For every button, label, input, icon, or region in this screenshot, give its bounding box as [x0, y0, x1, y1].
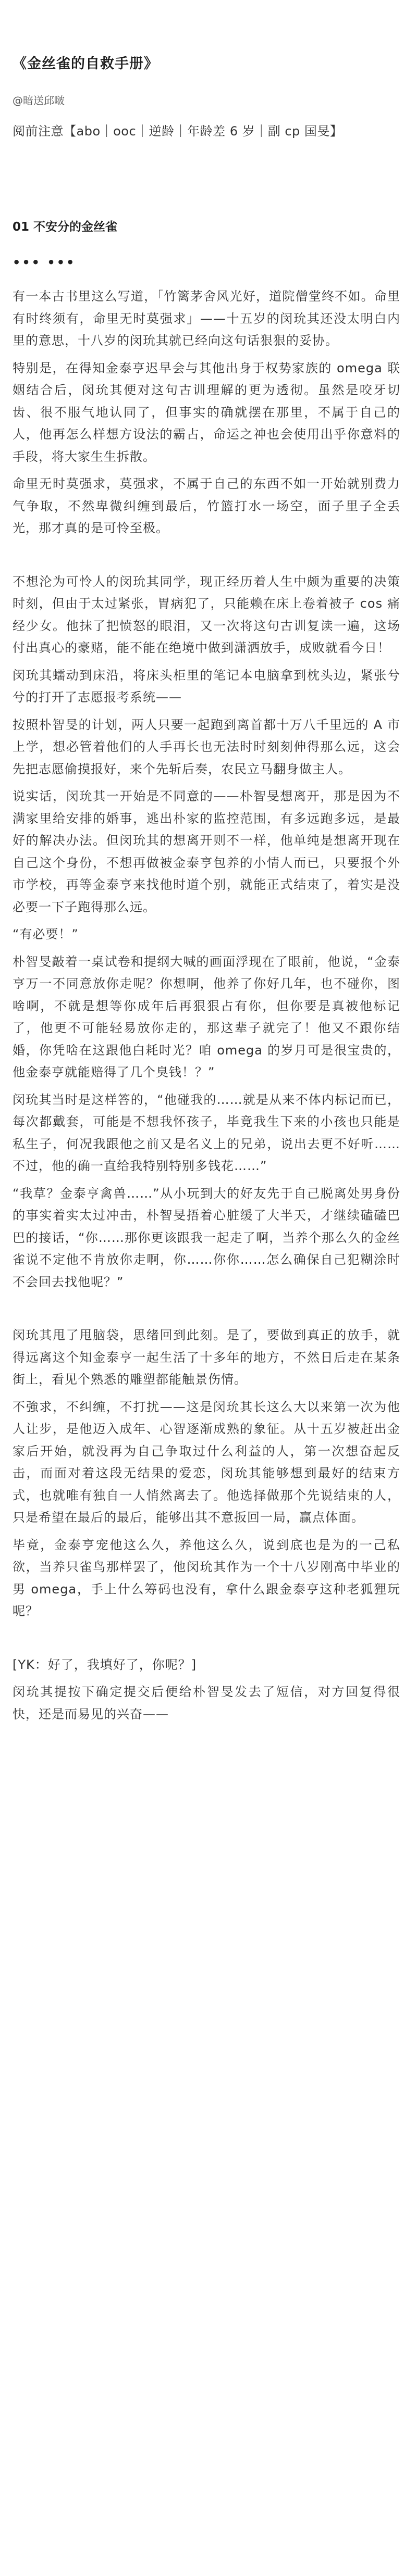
paragraph: 闵玧其提按下确定提交后便给朴智旻发去了短信，对方回复得很快，还是而易见的兴奋—— [13, 1685, 400, 1721]
paragraph: 按照朴智旻的计划，两人只要一起跑到离首都十万八千里远的 A 市上学，想必管着他们的人手再长也无法时时刻刻伸得那么远，这会先把志愿偷摸报好，来个先斩后奏，农民立马翻身做主人。 [13, 717, 400, 776]
paragraph: 不強求，不纠缠，不打扰——这是闵玧其长这么大以来第一次为他人让步，是他迈入成年、心智逐渐成熟的象征。从十五岁被赶出金家后开始，就没再为自己争取过什么利益的人，第一次想奋起反击，而面对着这段无结果的爱恋，闵玧其能够想到最好的结束方式，也就唯有独自一人悄然离去了。他选择做那个先说结束的人，只是希望在最后的最后，能够出其不意扳回一局，赢点体面。 [13, 1399, 400, 1525]
paragraph: 闵玧其蠕动到床沿，将床头柜里的笔记本电脑拿到枕头边，紧张兮兮的打开了志愿报考系统—— [13, 668, 400, 705]
paragraph: 闵玧其当时是这样答的，“他碰我的……就是从来不体内标记而已，每次都戴套，可能是不想我怀孩子，毕竟我生下来的小孩也只能是私生子，何况我跟他之前又是名义上的兄弟，说出去更不好听……不过，他的确一直给我特别特别多钱花……” [13, 1092, 400, 1173]
paragraph: 特别是，在得知金泰亨迟早会与其他出身于权势家族的 omega 联姻结合后，闵玧其便对这句古训理解的更为透彻。虽然是咬牙切齿、很不服气地认同了，但事实的确就摆在那里，不属于自己的人，他再怎么样想方设法的霸占，命运之神也会使用出乎你意料的手段，将大家生生拆散。 [13, 360, 400, 464]
paragraph: 有一本古书里这么写道，「竹篱茅舍风光好，道院僧堂终不如。命里有时终须有，命里无时莫强求」——十五岁的闵玧其还没太明白内里的意思，十八岁的闵玧其就已经向这句话狠狠的妥协。 [13, 289, 400, 348]
document-title: 《金丝雀的自救手册》 [13, 56, 158, 72]
paragraph: 朴智旻敲着一桌试卷和提纲大喊的画面浮现在了眼前，他说，“金泰亨万一不同意放你走呢？你想啊，他养了你好几年，也不碰你，图啥啊，不就是想等你成年后再狠狠占有你，但你要是真被他标记了，他更不可能轻易放你走的，那这辈子就完了！他又不跟你结婚，你凭啥在这跟他白耗时光？咱 omega 的岁月可是很宝贵的，他金泰亨就能赔得了几个臭钱！？” [13, 954, 400, 1079]
paragraph: 命里无时莫强求，莫强求，不属于自己的东西不如一开始就别费力气争取，不然卑微纠缠到最后，竹篮打水一场空，面子里子全丢光，那才真的是可怜至极。 [13, 476, 400, 535]
section-divider: ••• ••• [13, 255, 76, 270]
paragraph: “我草？金泰亨禽兽……”从小玩到大的好友先于自己脱离处男身份的事实着实太过冲击，朴智旻捂着心脏缓了大半天，才继续磕磕巴巴的接话，“你……那你更该跟我一起走了啊，当养个那么久的金丝雀说不定他不肯放你走啊，你……你你……怎么确保自己犯糊涂时不会回去找他呢？” [13, 1186, 400, 1289]
author-handle: @暗送邱啵 [13, 94, 65, 107]
paragraph: 说实话，闵玧其一开始是不同意的——朴智旻想离开，那是因为不满家里给安排的婚事，逃出朴家的监控范围，有多远跑多远，是最好的解决办法。但闵玧其的想离开则不一样，他单纯是想离开现在自己这个身份，不想再做被金泰亨包养的小情人而已，只要报个外市学校，再等金泰亨来找他时道个别，就能正式结束了，着实是没必要一下子跑得那么远。 [13, 789, 400, 914]
chapter-title: 01 不安分的金丝雀 [13, 220, 118, 234]
paragraph: 毕竟，金泰亨宠他这么久，养他这么久，说到底也是为的一己私欲，当养只雀鸟那样罢了，他闵玧其作为一个十八岁刚高中毕业的男 omega，手上什么筹码也没有，拿什么跟金泰亨这种老狐狸玩呢？ [13, 1537, 400, 1618]
paragraph: “有必要！” [13, 927, 79, 941]
reading-notice: 阅前注意【abo｜ooc｜逆龄｜年龄差 6 岁｜副 cp 国旻】 [13, 124, 343, 139]
paragraph: [YK：好了，我填好了，你呢？] [13, 1657, 197, 1672]
paragraph: 不想沦为可怜人的闵玧其同学，现正经历着人生中颇为重要的决策时刻，但由于太过紧张，胃病犯了，只能赖在床上卷着被子 cos 痛经少女。他抹了把愤怒的眼泪，又一次将这句古训复读一遍，这场付出真心的豪赌，能不能在绝境中做到潇洒放手，成败就看今日！ [13, 574, 400, 655]
paragraph: 闵玧其甩了甩脑袋，思绪回到此刻。是了，要做到真正的放手，就得远离这个知金泰亨一起生活了十多年的地方，不然日后走在某条街上，看见个熟悉的雕塑都能触景伤情。 [13, 1328, 400, 1387]
body-text [13, 285, 400, 1725]
